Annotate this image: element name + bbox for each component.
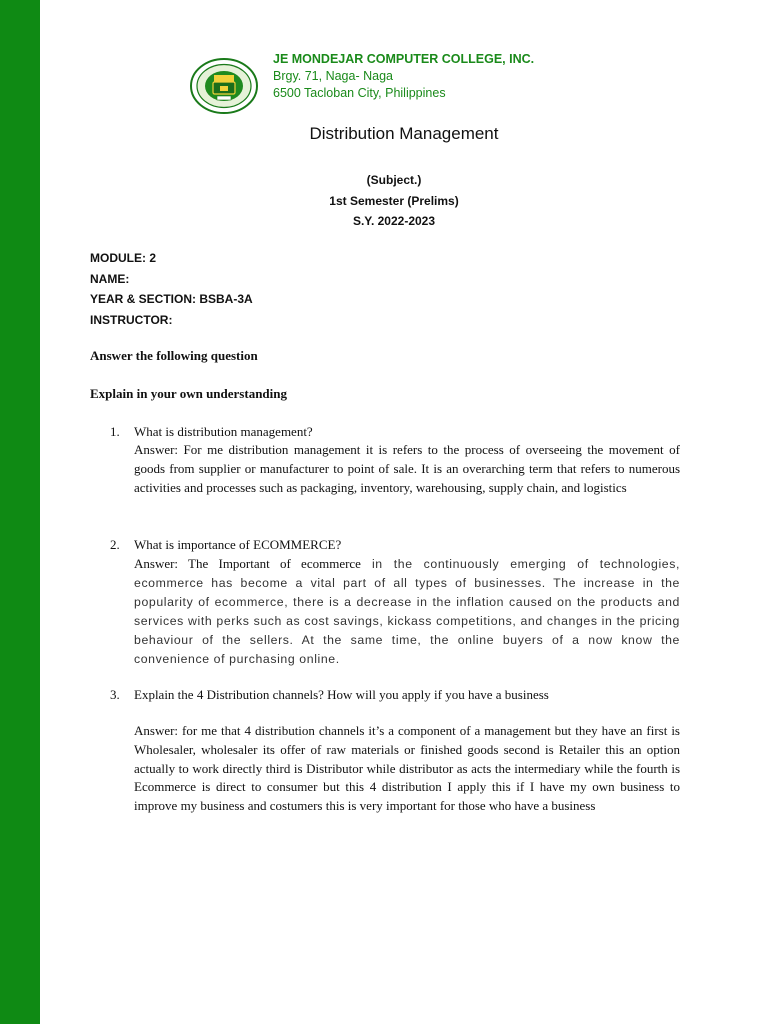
college-address-line1: Brgy. 71, Naga- Naga [273,69,393,83]
question-1 [110,422,680,497]
question-text: Explain the 4 Distribution channels? How will you apply if you have a business [134,687,549,702]
document-title: Distribution Management [309,124,499,143]
question-number: 1. [110,424,120,439]
college-address-line2: 6500 Tacloban City, Philippines [273,86,446,100]
subject-label: (Subject.) [366,173,422,187]
answer-text: Answer: For me distribution management it is refers to the process of overseeing the movement of goods from supplier or manufacturer to point of sale. It is an overarching term that refers to numerous activities and processes such as packaging, inventory, warehousing, supply chain, and logistics [134,442,680,495]
instruction-explain: Explain in your own understanding [90,386,287,401]
answer-text [134,554,680,670]
semester-label: 1st Semester (Prelims) [329,193,459,208]
college-name: JE MONDEJAR COMPUTER COLLEGE, INC. [273,52,535,66]
answer-prefix: Answer: The Important of ecommerce [134,556,361,571]
answer-text: Answer: for me that 4 distribution channels it’s a component of a management but they have an first is Wholesaler, wholesaler its offer of raw materials or finished goods second is Retailer this an option actually to work directly third is Distributor while distributor as acts the intermediary while the fourth is Ecommerce is direct to consumer but this 4 distribution I apply this if I have my own business to improve my business and costumers this is very important for those who have a business [134,723,680,814]
answer-body: in the continuously emerging of technologies, ecommerce has become a vital part of all types of businesses. The increase in the popularity of ecommerce, there is a decrease in the inflation caused on the products and services with perks such as cost savings, kickass competitions, and changes in the pricing behaviour of the sellers. At the same time, the online buyers of a now know the convenience of purchasing online. [134,557,680,667]
student-info [90,248,253,330]
year-section-label: YEAR & SECTION: BSBA-3A [90,292,253,306]
college-seal-logo [190,58,258,114]
question-2 [110,535,680,670]
college-header [273,51,534,102]
school-year-label: S.Y. 2022-2023 [352,214,436,228]
instruction-answer: Answer the following question [90,348,258,363]
question-text: What is distribution management? [134,424,313,439]
instructor-label: INSTRUCTOR: [90,312,173,327]
name-label: NAME: [90,271,130,286]
subject-block [0,170,768,232]
question-text: What is importance of ECOMMERCE? [134,537,342,552]
question-3 [110,685,680,816]
module-label: MODULE: 2 [90,251,156,265]
question-number: 2. [110,537,120,552]
question-number: 3. [110,687,120,702]
left-accent-bar [0,0,40,1024]
